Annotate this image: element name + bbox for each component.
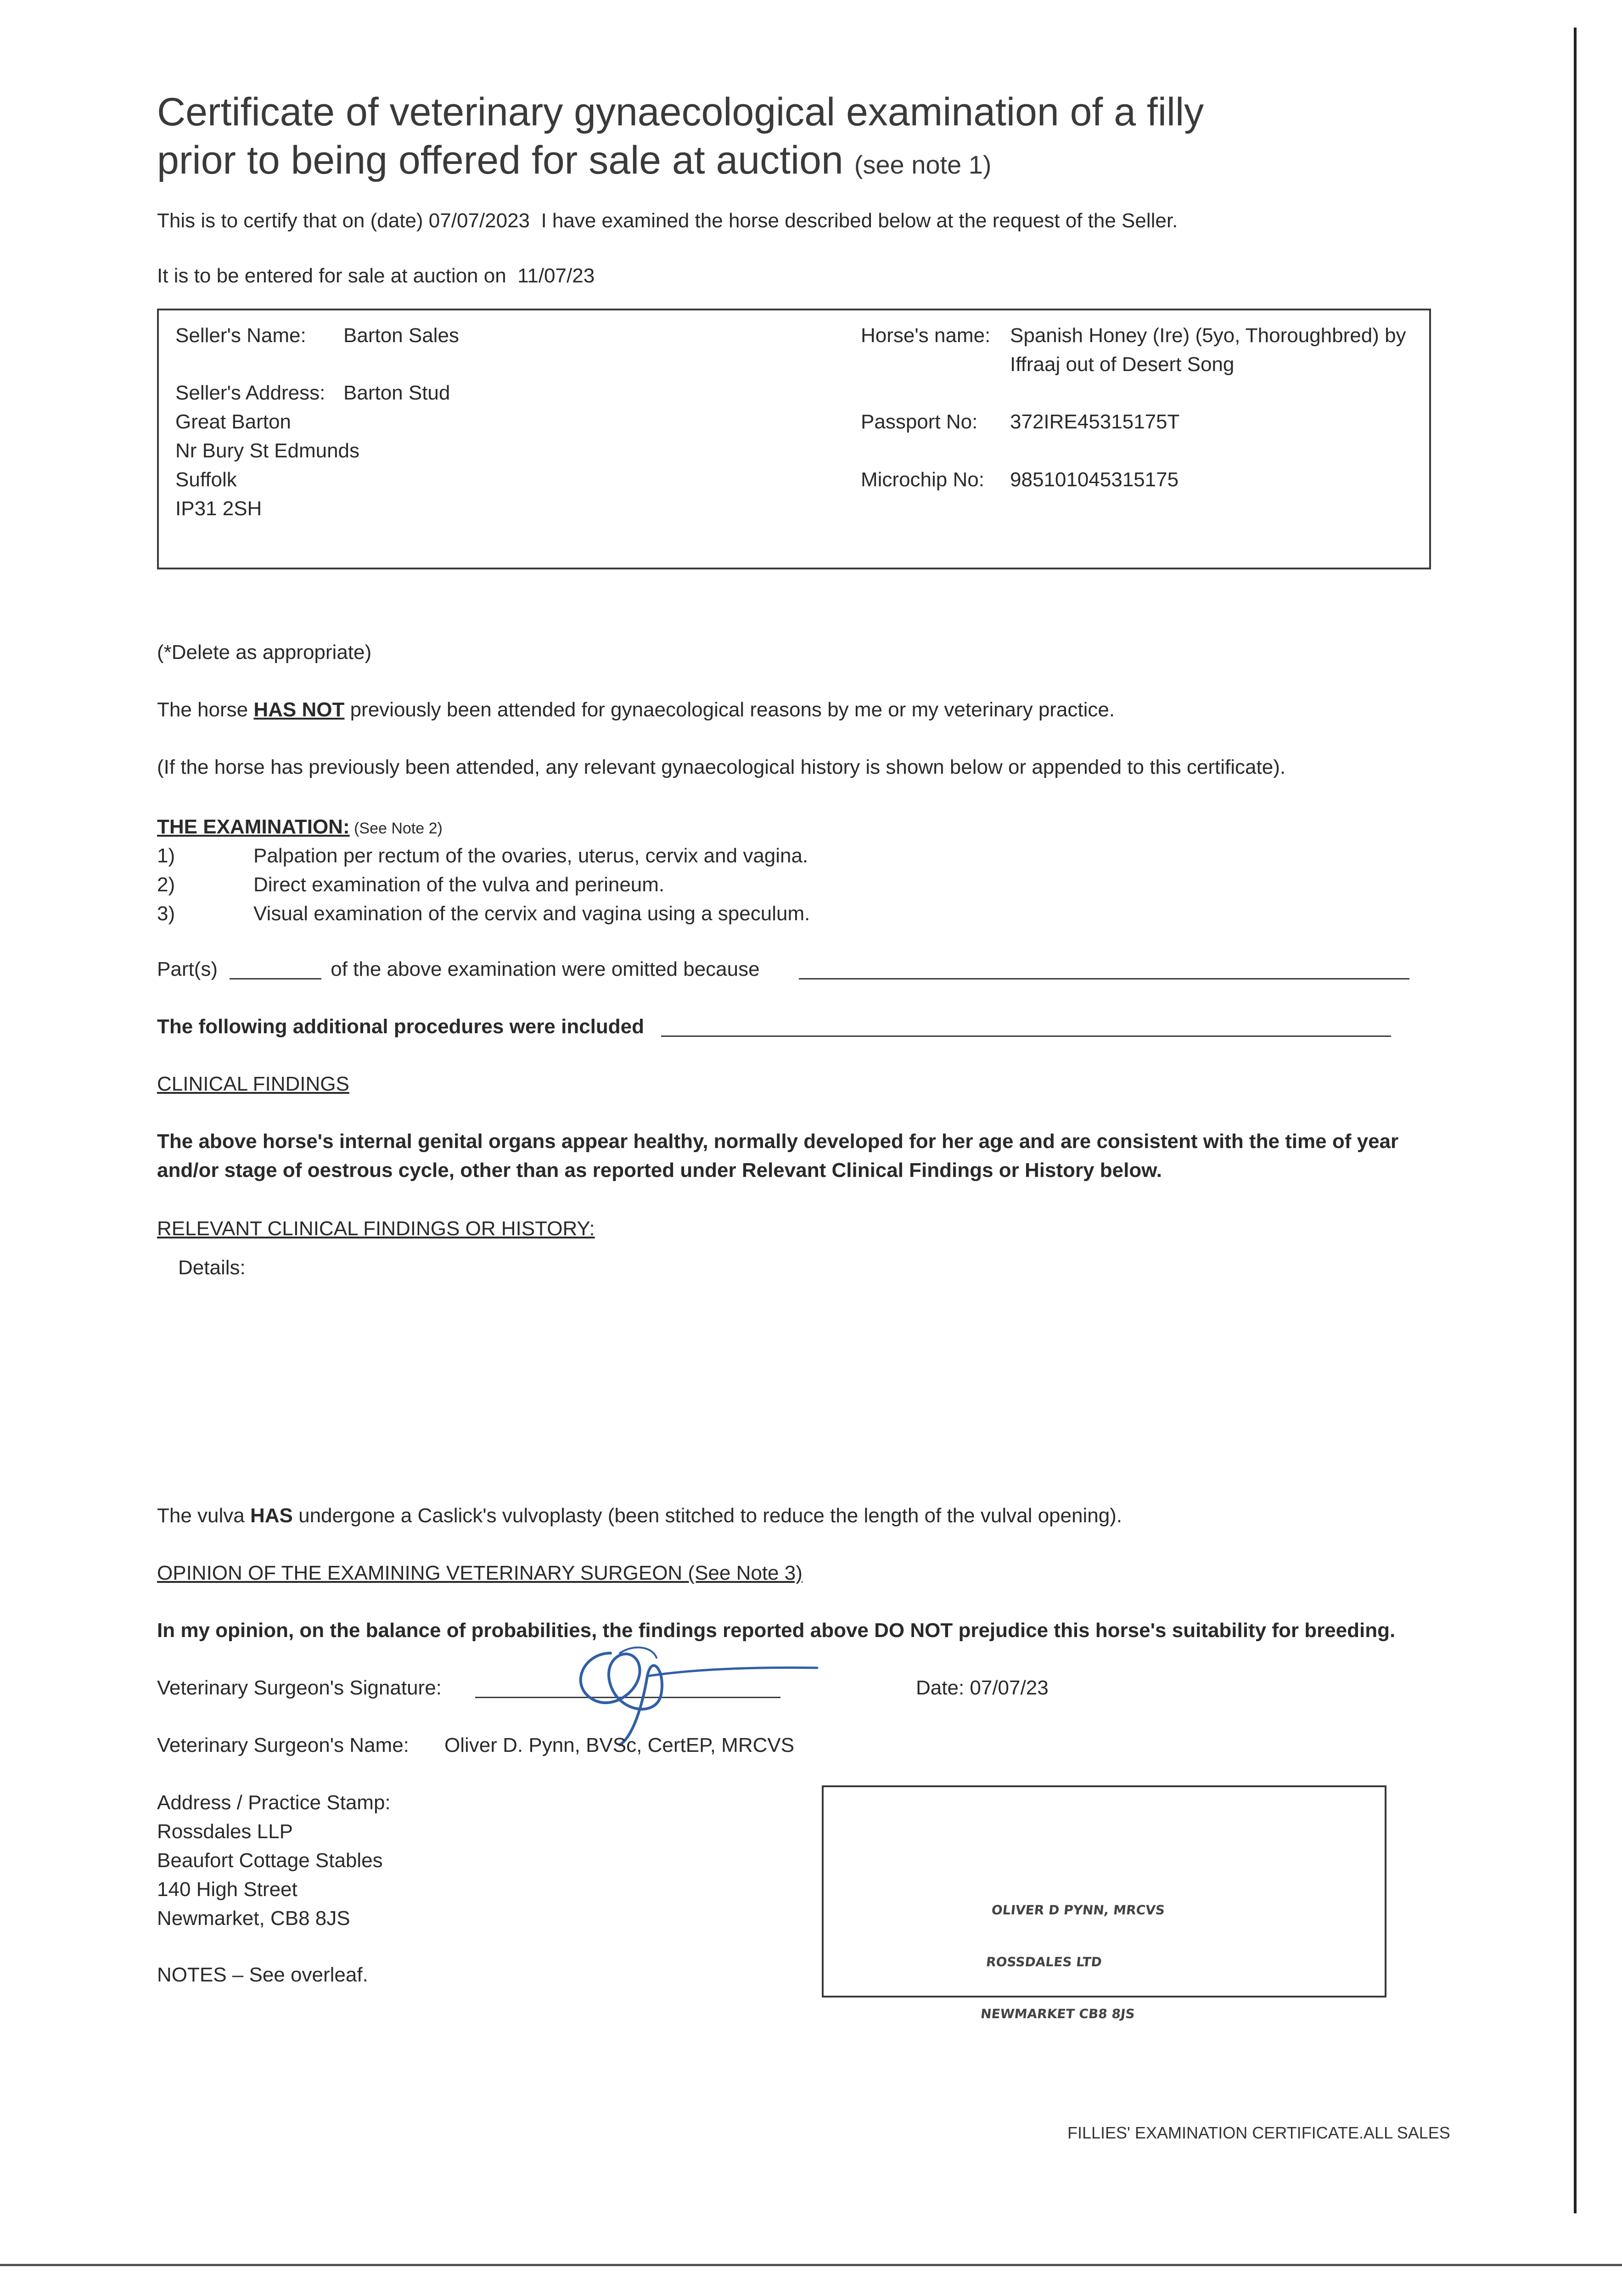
omitted-reason-field[interactable] bbox=[799, 978, 1409, 979]
signature-date-label: Date: bbox=[916, 1677, 970, 1699]
practice-stamp bbox=[978, 1867, 1169, 2040]
signature-date-value: 07/07/23 bbox=[970, 1677, 1049, 1699]
practice-line-1: Rossdales LLP bbox=[157, 1820, 293, 1843]
seller-address-line-4: Suffolk bbox=[175, 468, 237, 491]
horse-name-label: Horse's name: bbox=[861, 324, 991, 347]
practice-line-2: Beaufort Cottage Stables bbox=[157, 1849, 383, 1872]
attended-emphasis: HAS NOT bbox=[253, 698, 345, 721]
opinion-text: In my opinion, on the balance of probabilities, the findings reported above DO NOT prejudice this horse's suitability for breeding. bbox=[157, 1619, 1396, 1642]
surgeon-name-label: Veterinary Surgeon's Name: bbox=[157, 1734, 409, 1756]
footer-label: FILLIES' EXAMINATION CERTIFICATE.ALL SALES bbox=[1067, 2123, 1450, 2142]
vulva-post: undergone a Caslick's vulvoplasty (been stitched to reduce the length of the vulval opening). bbox=[292, 1504, 1122, 1527]
horse-name-line-2: Iffraaj out of Desert Song bbox=[1010, 353, 1235, 376]
title-line-2 bbox=[157, 136, 1204, 185]
omitted-label-2: of the above examination were omitted because bbox=[325, 958, 765, 980]
stamp-line-2: ROSSDALES LTD bbox=[985, 1954, 1103, 1970]
seller-address-line-3: Nr Bury St Edmunds bbox=[175, 439, 360, 462]
certify-statement bbox=[157, 207, 1178, 235]
relevant-findings-heading: RELEVANT CLINICAL FINDINGS OR HISTORY: bbox=[157, 1217, 595, 1240]
horse-name-line-1: Spanish Honey (Ire) (5yo, Thoroughbred) by bbox=[1010, 324, 1406, 347]
document-title bbox=[157, 88, 1204, 185]
vulva-emphasis: HAS bbox=[250, 1504, 293, 1527]
seller-name: Barton Sales bbox=[343, 324, 459, 347]
delete-note: (*Delete as appropriate) bbox=[157, 641, 372, 664]
certify-text-before: This is to certify that on (date) bbox=[157, 209, 429, 232]
page-bottom-edge bbox=[0, 2264, 1622, 2266]
microchip-label: Microchip No: bbox=[861, 468, 984, 491]
history-note: (If the horse has previously been attended, any relevant gynaecological history is shown below or appended to this certificate). bbox=[157, 756, 1286, 778]
notes-line: NOTES – See overleaf. bbox=[157, 1964, 368, 1986]
clinical-findings-heading: CLINICAL FINDINGS bbox=[157, 1073, 349, 1095]
microchip-number: 985101045315175 bbox=[1010, 468, 1179, 491]
exam-item-3-num: 3) bbox=[157, 902, 175, 925]
auction-date: 11/07/23 bbox=[517, 264, 595, 287]
seller-address-line-2: Great Barton bbox=[175, 411, 291, 433]
seller-address-line-5: IP31 2SH bbox=[175, 497, 262, 520]
title-line-2-text: prior to being offered for sale at auction bbox=[157, 138, 843, 182]
passport-label: Passport No: bbox=[861, 411, 978, 433]
examination-note: (See Note 2) bbox=[349, 820, 443, 837]
seller-address-label: Seller's Address: bbox=[175, 382, 326, 404]
seller-address-line-1: Barton Stud bbox=[343, 382, 450, 404]
practice-line-4: Newmarket, CB8 8JS bbox=[157, 1907, 350, 1930]
title-note: (see note 1) bbox=[854, 150, 992, 179]
signature-date bbox=[916, 1674, 1049, 1702]
passport-number: 372IRE45315175T bbox=[1010, 411, 1180, 433]
clinical-findings-line-1: The above horse's internal genital organs appear healthy, normally developed for her age and are consistent with the time of year bbox=[157, 1130, 1399, 1153]
exam-item-1-text: Palpation per rectum of the ovaries, uterus, cervix and vagina. bbox=[253, 844, 808, 867]
attended-statement bbox=[157, 696, 1115, 724]
details-label: Details: bbox=[178, 1256, 246, 1279]
stamp-line-3: NEWMARKET CB8 8JS bbox=[980, 2006, 1136, 2022]
additional-procedures-label: The following additional procedures were included bbox=[157, 1015, 645, 1038]
omitted-label-1: Part(s) bbox=[157, 958, 224, 980]
opinion-heading: OPINION OF THE EXAMINING VETERINARY SURGEON (See Note 3) bbox=[157, 1562, 803, 1584]
signature-label: Veterinary Surgeon's Signature: bbox=[157, 1677, 442, 1699]
practice-line-3: 140 High Street bbox=[157, 1878, 297, 1901]
page-right-edge bbox=[1574, 28, 1577, 2213]
exam-item-2-num: 2) bbox=[157, 873, 175, 896]
title-line-1: Certificate of veterinary gynaecological examination of a filly bbox=[157, 90, 1204, 134]
omitted-parts-field[interactable] bbox=[230, 978, 321, 979]
exam-item-1-num: 1) bbox=[157, 844, 175, 867]
seller-name-label: Seller's Name: bbox=[175, 324, 306, 347]
vulva-statement bbox=[157, 1502, 1122, 1530]
stamp-line-1: OLIVER D PYNN, MRCVS bbox=[991, 1902, 1166, 1918]
auction-statement bbox=[157, 262, 595, 290]
vulva-pre: The vulva bbox=[157, 1504, 250, 1527]
examination-heading-text: THE EXAMINATION: bbox=[157, 816, 350, 838]
examination-heading bbox=[157, 813, 443, 841]
exam-date: 07/07/2023 bbox=[428, 209, 530, 232]
attended-pre: The horse bbox=[157, 698, 254, 721]
exam-item-3-text: Visual examination of the cervix and vagina using a speculum. bbox=[253, 902, 810, 925]
practice-address-label: Address / Practice Stamp: bbox=[157, 1791, 391, 1814]
exam-item-2-text: Direct examination of the vulva and perineum. bbox=[253, 873, 665, 896]
clinical-findings-line-2: and/or stage of oestrous cycle, other than as reported under Relevant Clinical Findings or History below. bbox=[157, 1159, 1162, 1182]
auction-text: It is to be entered for sale at auction on bbox=[157, 264, 518, 287]
attended-post: previously been attended for gynaecological reasons by me or my veterinary practice. bbox=[344, 698, 1115, 721]
certify-text-after: I have examined the horse described below at the request of the Seller. bbox=[530, 209, 1178, 232]
details-field[interactable] bbox=[157, 1286, 1442, 1479]
surgeon-name: Oliver D. Pynn, BVSc, CertEP, MRCVS bbox=[444, 1734, 795, 1756]
additional-procedures-field[interactable] bbox=[661, 1035, 1391, 1037]
